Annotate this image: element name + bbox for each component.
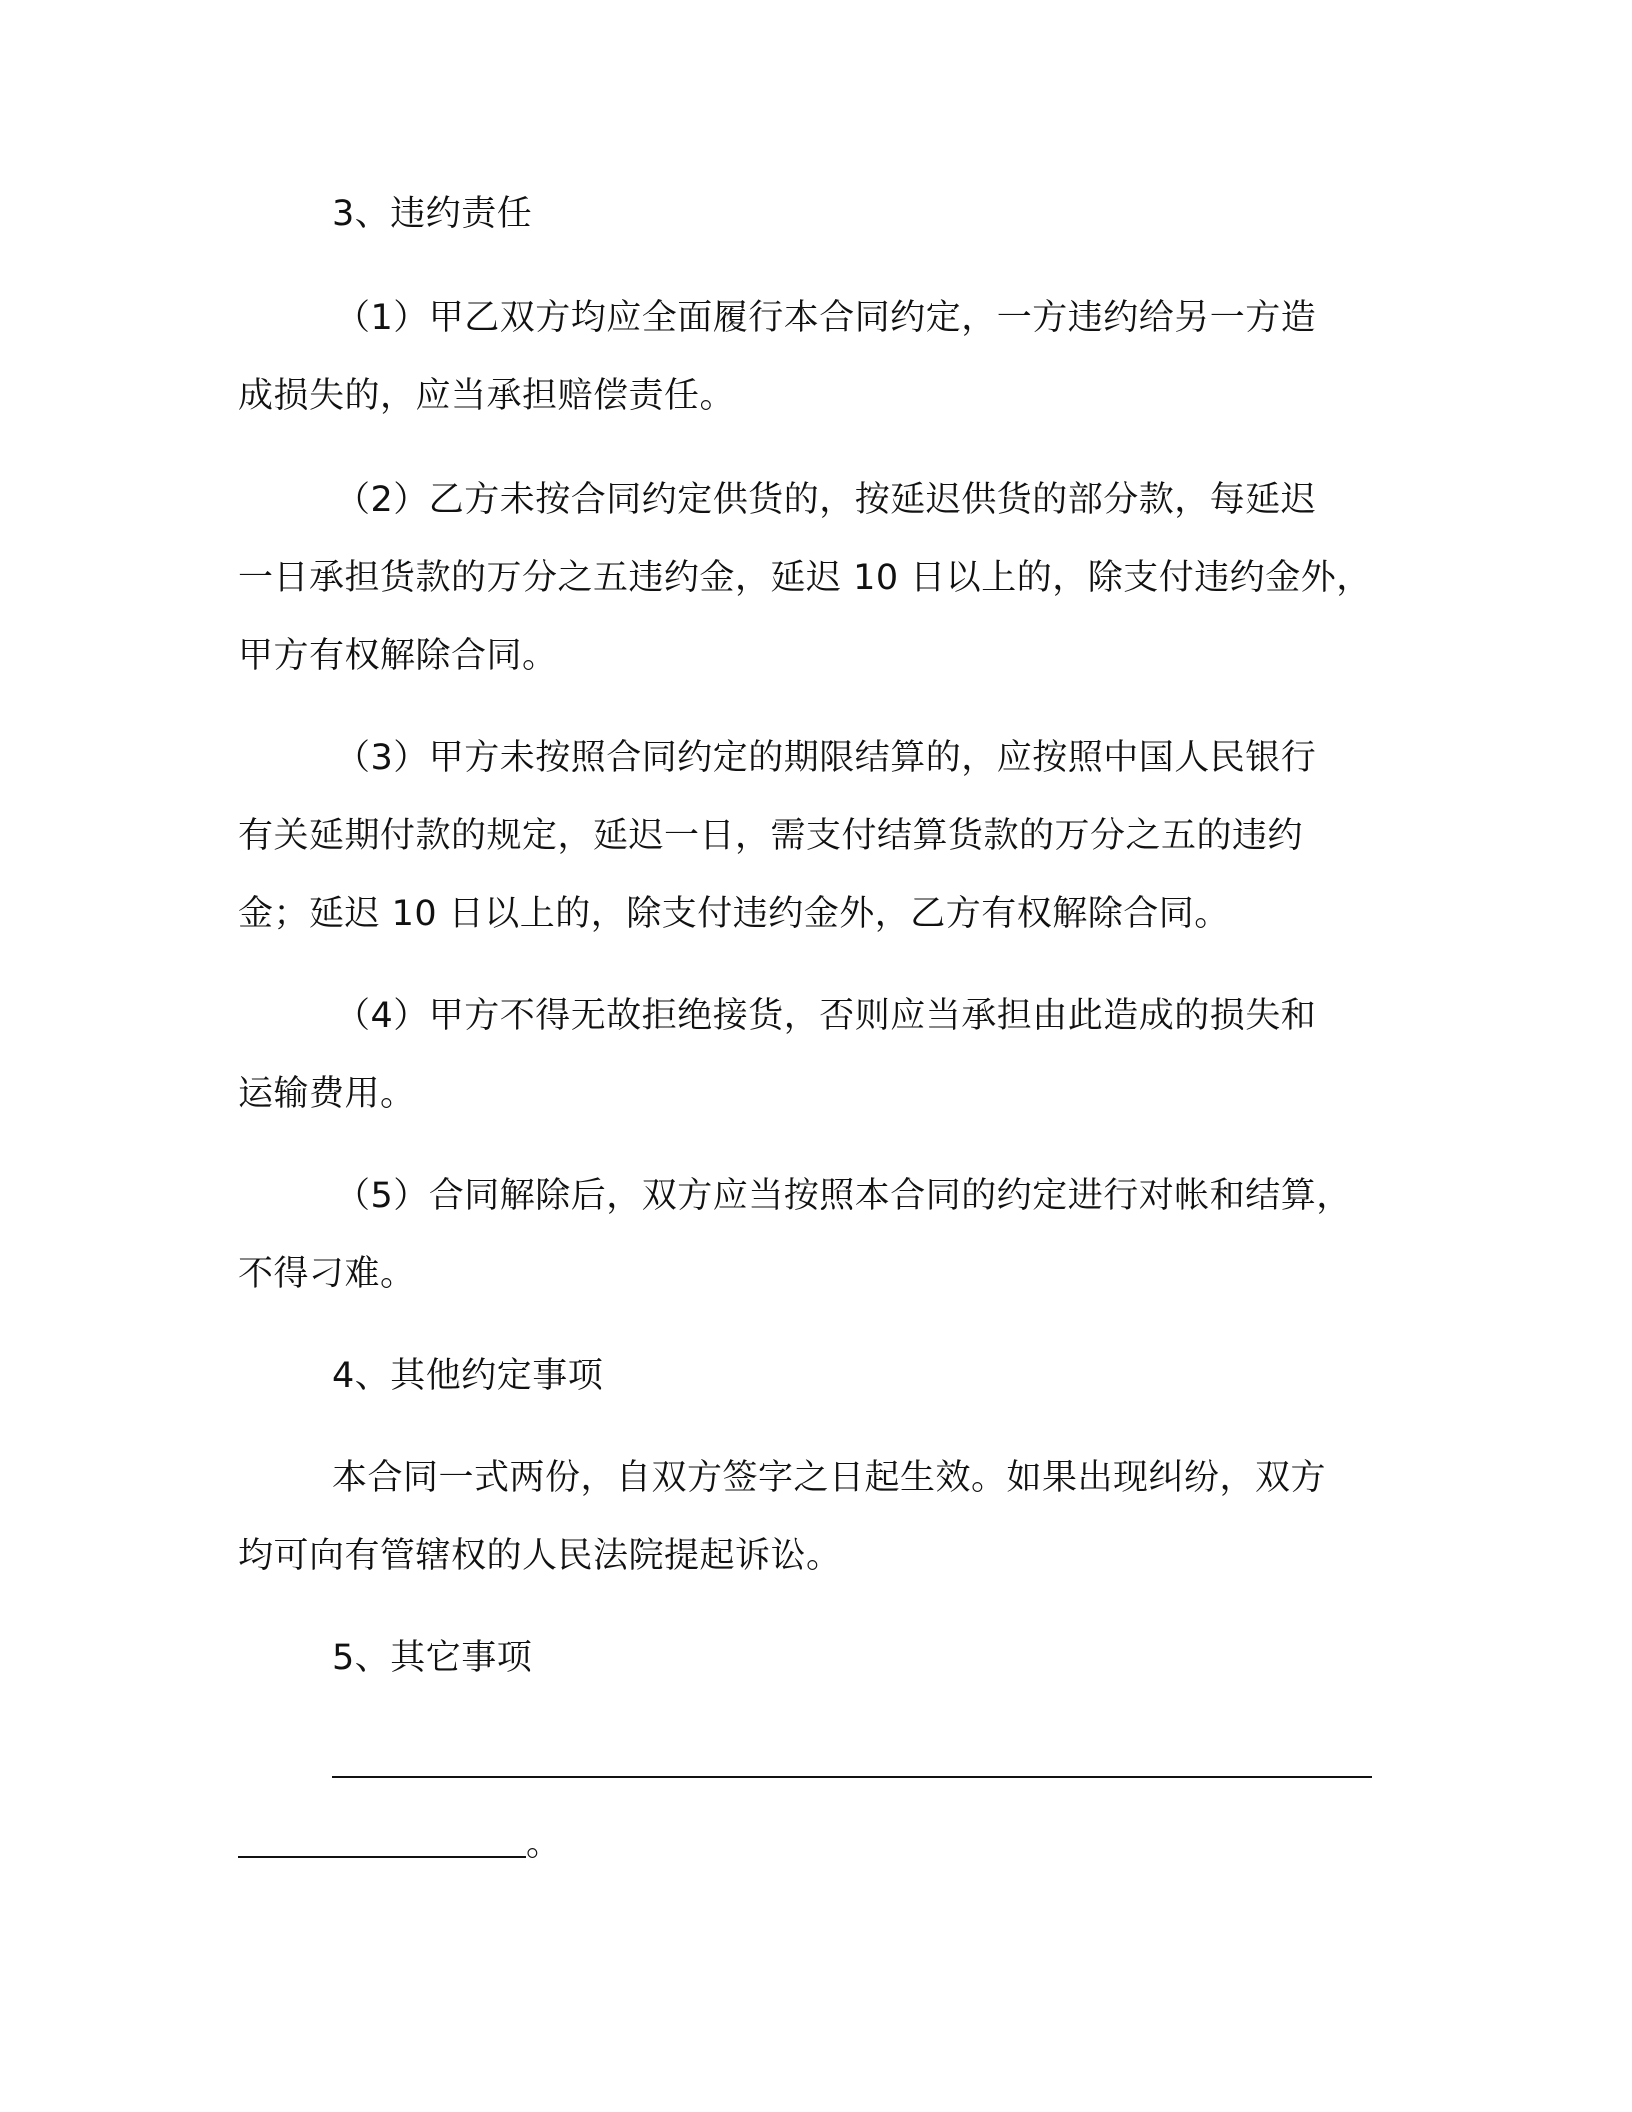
end-period: 。 [526, 1824, 562, 1864]
fill-in-blank-line-1 [332, 1776, 1372, 1778]
section3-heading: 3、违约责任 [332, 194, 533, 234]
fill-in-blank-line-2 [238, 1856, 526, 1858]
section4-para-line1: 本合同一式两份，自双方签字之日起生效。如果出现纠纷，双方 [332, 1458, 1327, 1498]
item2-line3: 甲方有权解除合同。 [238, 636, 558, 676]
item5-line1: （5）合同解除后，双方应当按照本合同的约定进行对帐和结算， [335, 1176, 1352, 1216]
item1-line1: （1）甲乙双方均应全面履行本合同约定，一方违约给另一方造 [335, 298, 1317, 338]
item2-line1: （2）乙方未按合同约定供货的，按延迟供货的部分款，每延迟 [335, 480, 1317, 520]
item3-line1: （3）甲方未按照合同约定的期限结算的，应按照中国人民银行 [335, 738, 1317, 778]
item5-line2: 不得刁难。 [238, 1254, 416, 1294]
item4-line1: （4）甲方不得无故拒绝接货，否则应当承担由此造成的损失和 [335, 996, 1317, 1036]
item4-line2: 运输费用。 [238, 1074, 416, 1114]
item2-line2: 一日承担货款的万分之五违约金，延迟 10 日以上的，除支付违约金外， [238, 558, 1372, 598]
item1-line2: 成损失的，应当承担赔偿责任。 [238, 376, 736, 416]
item3-line2: 有关延期付款的规定，延迟一日，需支付结算货款的万分之五的违约 [238, 816, 1304, 856]
section4-heading: 4、其他约定事项 [332, 1356, 604, 1396]
item3-line3: 金；延迟 10 日以上的，除支付违约金外，乙方有权解除合同。 [238, 894, 1230, 934]
section5-heading: 5、其它事项 [332, 1638, 533, 1678]
section4-para-line2: 均可向有管辖权的人民法院提起诉讼。 [238, 1536, 842, 1576]
